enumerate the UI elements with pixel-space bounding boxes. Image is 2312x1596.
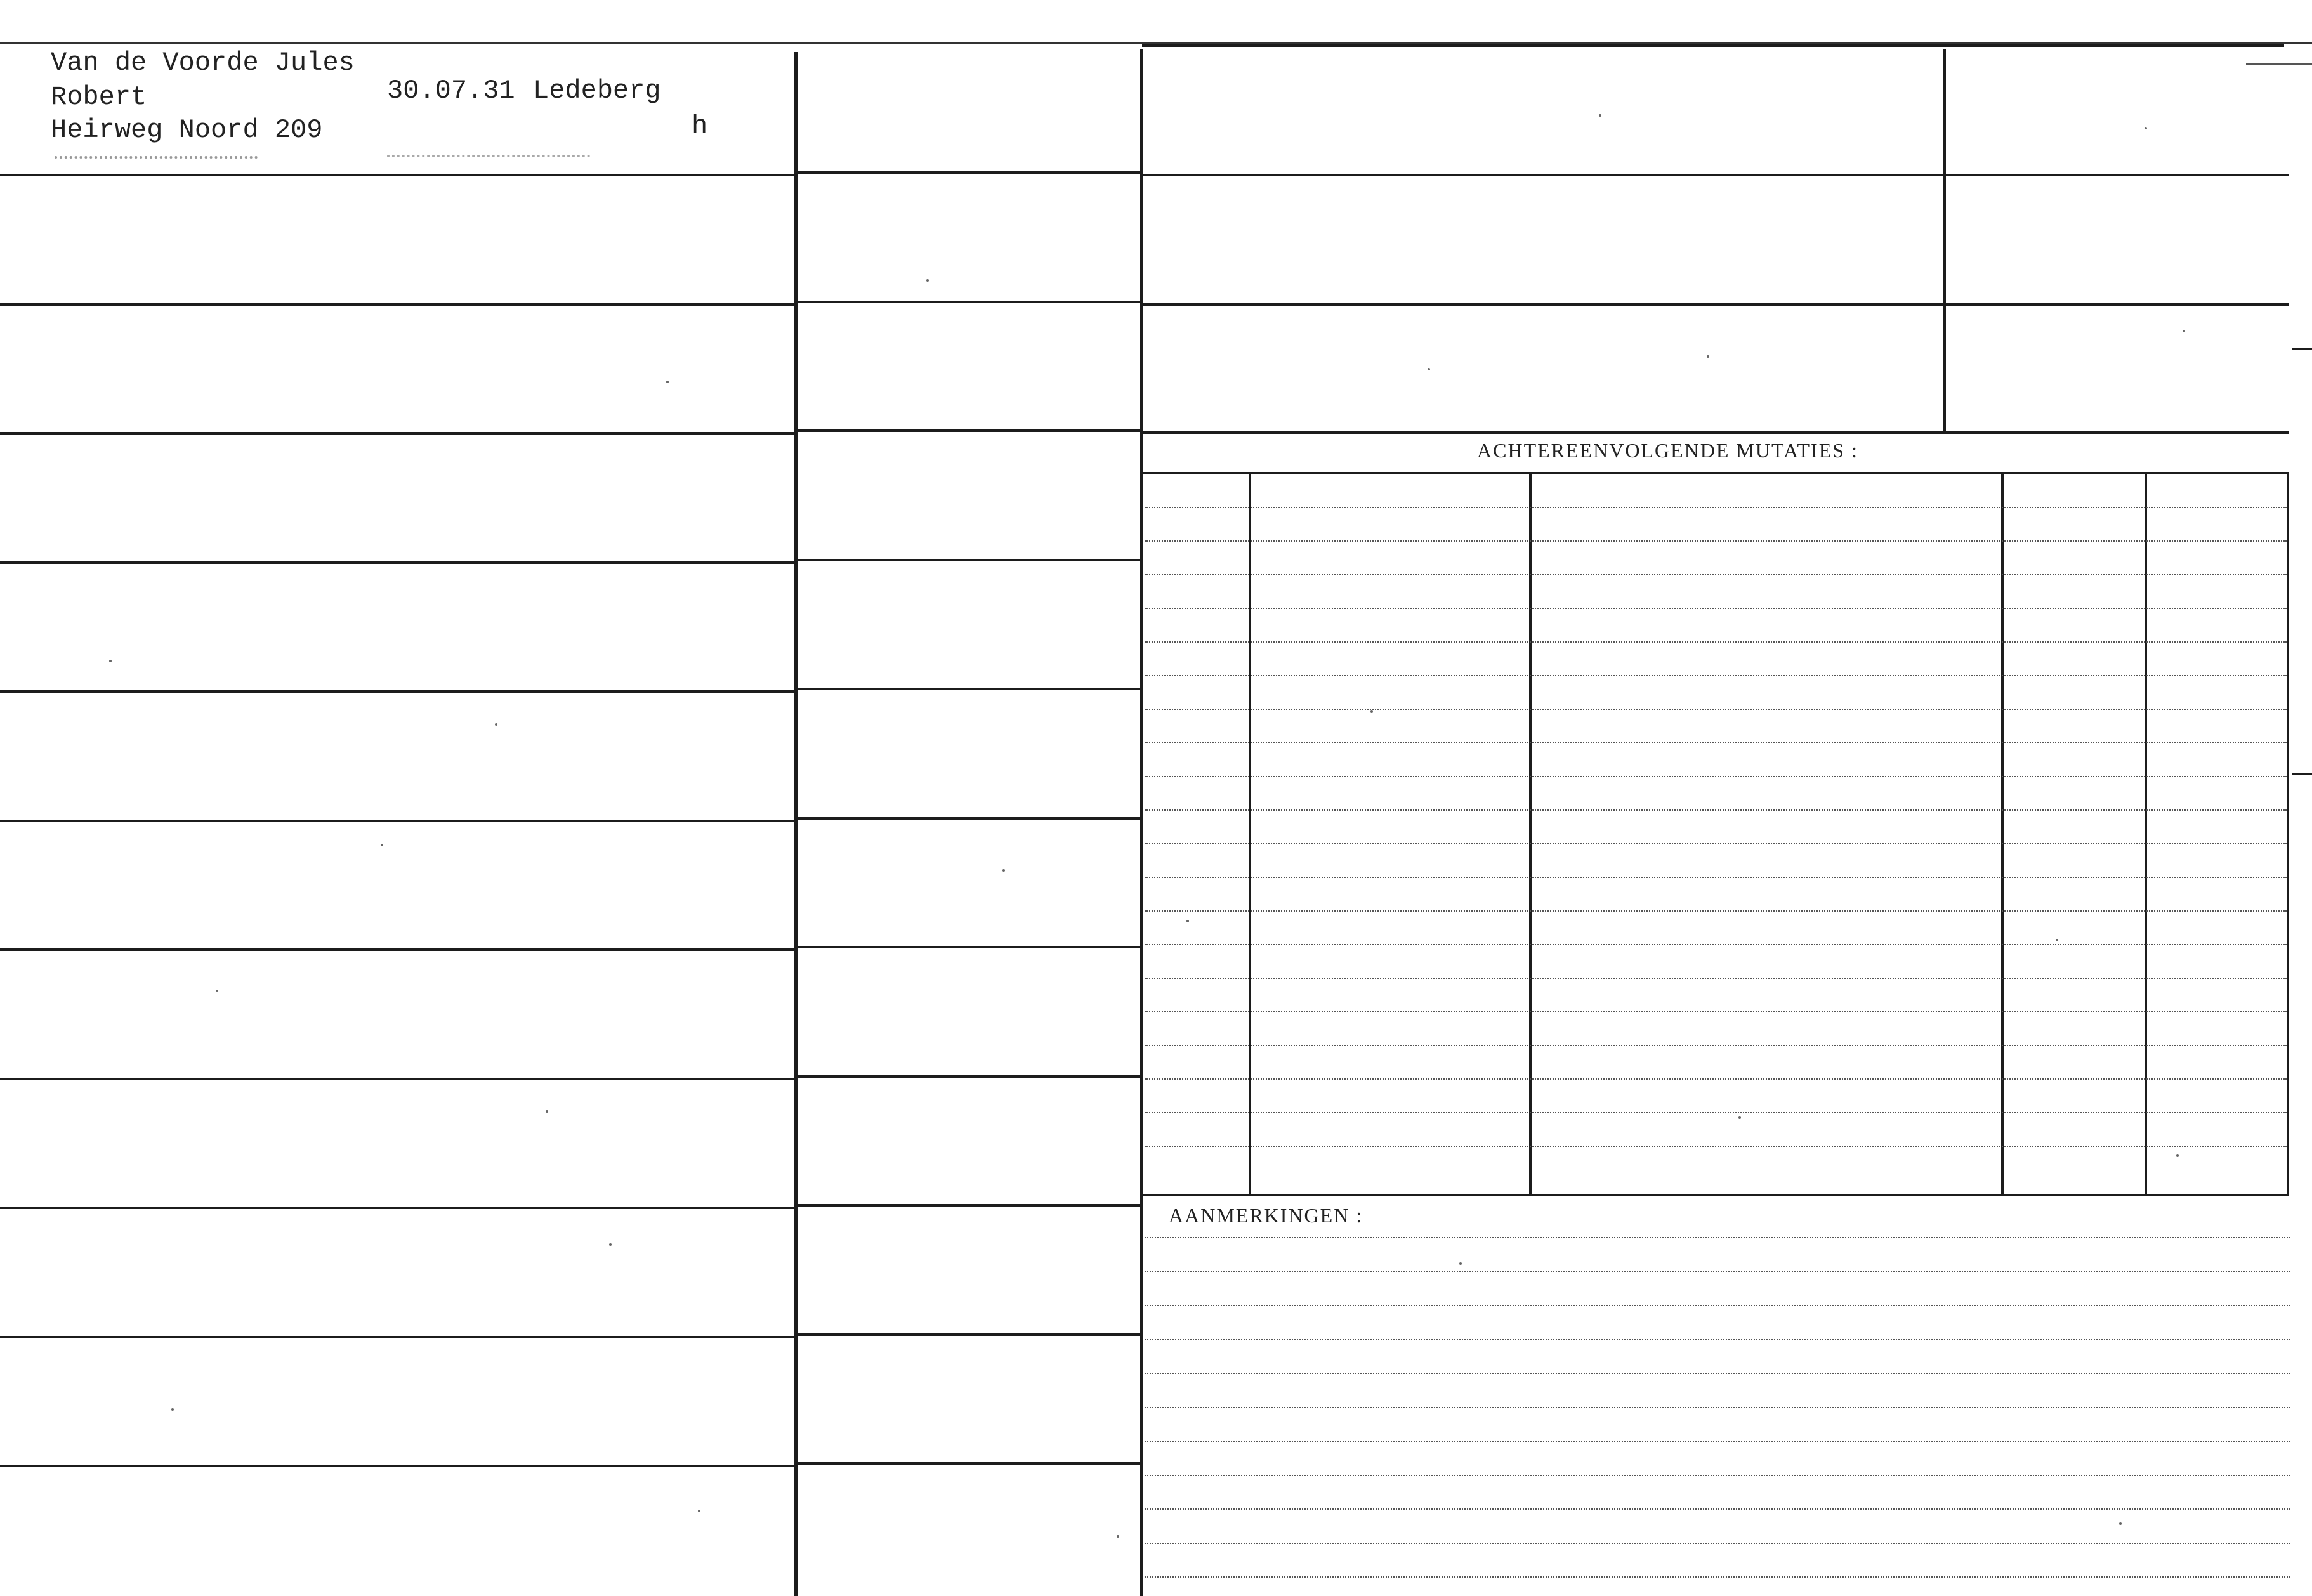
left-row-line bbox=[0, 561, 794, 564]
scan-speck bbox=[381, 844, 383, 846]
mutaties-dotted-row bbox=[1145, 574, 2287, 575]
left-row-line bbox=[0, 1465, 794, 1467]
scan-speck bbox=[495, 723, 497, 726]
middle-column-divider bbox=[1140, 49, 1143, 1596]
aanmerkingen-heading: AANMERKINGEN : bbox=[1169, 1204, 1363, 1227]
scan-speck bbox=[216, 990, 218, 992]
edge-tick bbox=[2292, 773, 2312, 775]
mutaties-dotted-row bbox=[1145, 809, 2287, 811]
scan-speck bbox=[1186, 920, 1189, 922]
mutaties-dotted-row bbox=[1145, 1112, 2287, 1113]
aanmerkingen-dotted-row bbox=[1145, 1305, 2290, 1306]
left-column-divider bbox=[794, 52, 798, 1596]
left-row-line bbox=[0, 303, 794, 306]
mutaties-dotted-row bbox=[1145, 709, 2287, 710]
mutaties-dotted-row bbox=[1145, 641, 2287, 643]
given-name: Robert bbox=[51, 82, 147, 112]
mutaties-dotted-row bbox=[1145, 877, 2287, 878]
scan-speck bbox=[1707, 355, 1709, 358]
scan-speck bbox=[2145, 127, 2147, 129]
edge-tick bbox=[2246, 63, 2312, 65]
middle-row-line bbox=[798, 1075, 1140, 1078]
mutaties-table-bottom bbox=[1142, 1194, 2289, 1196]
aanmerkingen-dotted-row bbox=[1145, 1543, 2290, 1544]
edge-tick bbox=[2292, 348, 2312, 350]
aanmerkingen-dotted-row bbox=[1145, 1339, 2290, 1340]
aanmerkingen-dotted-row bbox=[1145, 1475, 2290, 1476]
scan-speck bbox=[1002, 869, 1005, 872]
scan-speck bbox=[546, 1110, 548, 1113]
middle-row-line bbox=[798, 429, 1140, 432]
mutaties-dotted-row bbox=[1145, 742, 2287, 743]
mutaties-dotted-row bbox=[1145, 1011, 2287, 1012]
left-row-line bbox=[0, 1207, 794, 1209]
middle-row-line bbox=[798, 301, 1140, 303]
aanmerkingen-dotted-row bbox=[1145, 1373, 2290, 1374]
aanmerkingen-dotted-row bbox=[1145, 1508, 2290, 1510]
mutaties-dotted-row bbox=[1145, 540, 2287, 542]
aanmerkingen-dotted-row bbox=[1145, 1576, 2290, 1578]
scan-speck bbox=[698, 1510, 700, 1512]
aanmerkingen-dotted-row bbox=[1145, 1237, 2290, 1238]
right-top-row-line bbox=[1142, 174, 2289, 176]
right-top-row-line bbox=[1142, 303, 2289, 306]
mutaties-dotted-row bbox=[1145, 1045, 2287, 1046]
mutaties-dotted-row bbox=[1145, 608, 2287, 609]
mutaties-right-border bbox=[2287, 472, 2289, 1195]
address: Heirweg Noord 209 bbox=[51, 115, 323, 145]
middle-row-line bbox=[798, 1333, 1140, 1336]
scan-speck bbox=[1370, 710, 1373, 713]
mutaties-dotted-row bbox=[1145, 1146, 2287, 1147]
mutaties-dotted-row bbox=[1145, 910, 2287, 912]
middle-row-line bbox=[798, 1204, 1140, 1207]
scan-speck bbox=[1428, 368, 1430, 370]
scan-speck bbox=[1459, 1262, 1462, 1265]
scan-speck bbox=[609, 1243, 612, 1246]
mutaties-dotted-row bbox=[1145, 776, 2287, 777]
marker: h bbox=[692, 111, 708, 141]
surname-line: Van de Voorde Jules bbox=[51, 48, 355, 78]
scan-speck bbox=[2183, 330, 2185, 332]
faded-text-residue bbox=[387, 155, 590, 157]
mutaties-col-divider bbox=[1529, 473, 1532, 1194]
birth-place: Ledeberg bbox=[533, 75, 661, 106]
mutaties-col-divider bbox=[2145, 473, 2147, 1194]
mutaties-col-divider bbox=[1249, 473, 1251, 1194]
right-top-column-divider bbox=[1943, 49, 1946, 433]
mutaties-top-border bbox=[1142, 431, 2289, 434]
middle-row-line bbox=[798, 1462, 1140, 1465]
mutaties-dotted-row bbox=[1145, 1078, 2287, 1080]
mutaties-heading: ACHTEREENVOLGENDE MUTATIES : bbox=[1477, 439, 1858, 462]
scan-speck bbox=[1738, 1116, 1741, 1119]
middle-row-line bbox=[798, 817, 1140, 820]
mutaties-dotted-row bbox=[1145, 944, 2287, 945]
mutaties-dotted-row bbox=[1145, 978, 2287, 979]
scan-speck bbox=[109, 660, 112, 662]
middle-row-line bbox=[798, 559, 1140, 561]
right-top-row-line bbox=[1142, 44, 2284, 47]
left-row-line bbox=[0, 948, 794, 951]
scan-speck bbox=[926, 279, 929, 282]
left-row-line bbox=[0, 174, 794, 176]
aanmerkingen-dotted-row bbox=[1145, 1441, 2290, 1442]
left-row-line bbox=[0, 1078, 794, 1080]
left-row-line bbox=[0, 1336, 794, 1338]
left-row-line bbox=[0, 690, 794, 693]
scan-speck bbox=[1599, 114, 1601, 117]
scan-speck bbox=[2056, 939, 2058, 941]
birth-date: 30.07.31 bbox=[387, 75, 515, 106]
mutaties-dotted-row bbox=[1145, 843, 2287, 844]
faded-text-residue bbox=[55, 156, 258, 159]
aanmerkingen-dotted-row bbox=[1145, 1271, 2290, 1272]
aanmerkingen-dotted-row bbox=[1145, 1407, 2290, 1408]
scan-speck bbox=[2119, 1522, 2122, 1525]
mutaties-col-divider bbox=[2001, 473, 2004, 1194]
mutaties-dotted-row bbox=[1145, 675, 2287, 676]
middle-row-line bbox=[798, 171, 1140, 174]
left-row-line bbox=[0, 820, 794, 822]
middle-row-line bbox=[798, 946, 1140, 948]
middle-row-line bbox=[798, 688, 1140, 690]
scan-speck bbox=[666, 381, 669, 383]
mutaties-dotted-row bbox=[1145, 507, 2287, 508]
scan-speck bbox=[1117, 1535, 1119, 1538]
scan-speck bbox=[171, 1408, 174, 1411]
top-border bbox=[0, 42, 2312, 44]
scan-speck bbox=[2176, 1154, 2179, 1157]
mutaties-table-top bbox=[1142, 472, 2289, 474]
left-row-line bbox=[0, 432, 794, 435]
